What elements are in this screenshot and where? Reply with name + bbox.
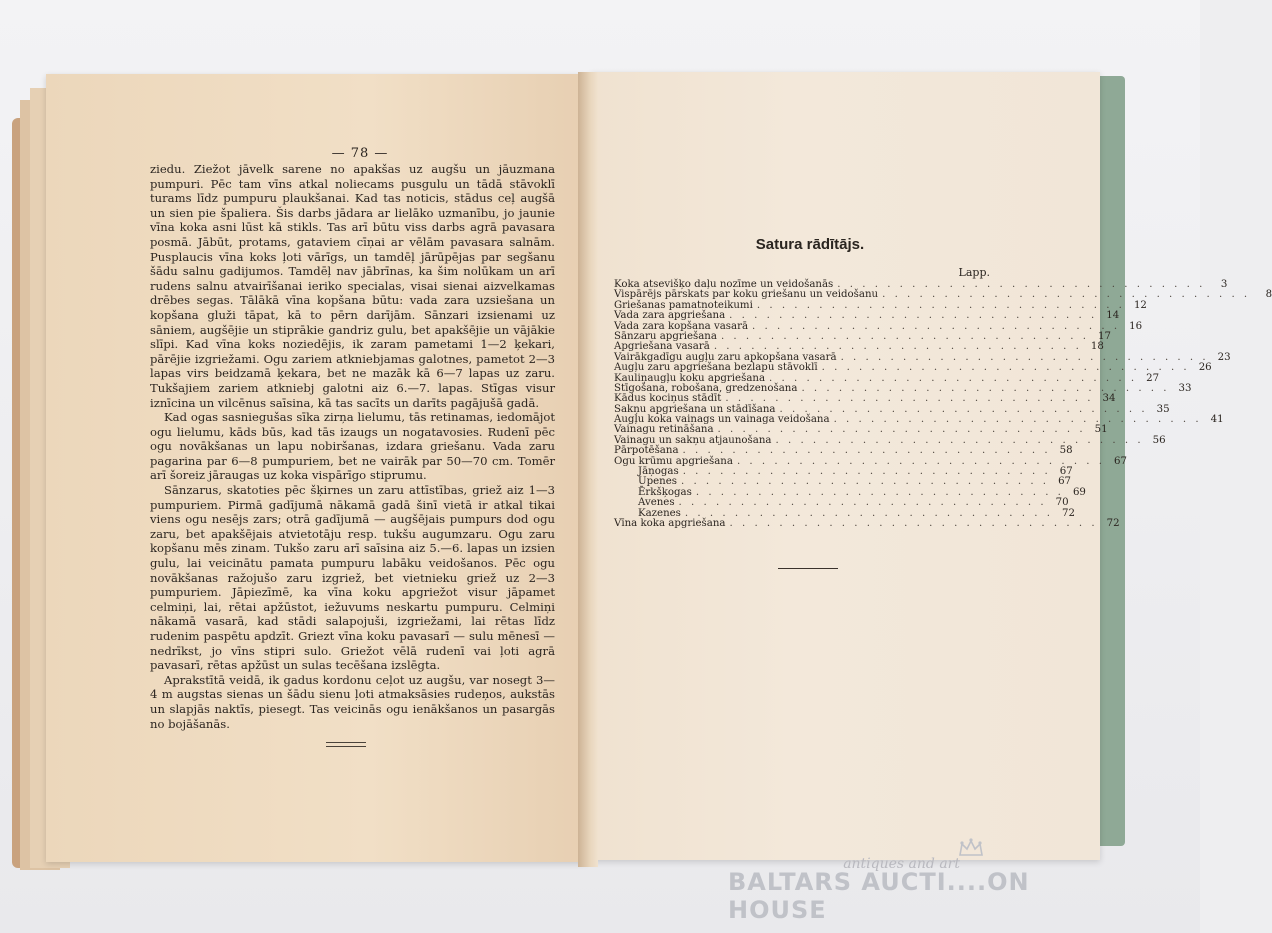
toc-entry-label: Kādus kociņus stādīt xyxy=(614,393,722,405)
toc-entry-page: 3 xyxy=(1220,278,1228,290)
toc-leader-dots: . . . . . . . . . . . . . . . . . . . . . . . . . . . . . . xyxy=(840,351,1209,363)
toc-leader-dots: . . . . . . . . . . . . . . . . . . . . . . . . . . . . . . xyxy=(713,341,1082,353)
toc-entry xyxy=(614,517,1120,529)
toc-entry-page: 41 xyxy=(1210,414,1224,426)
toc-leader-dots: . . . . . . . . . . . . . . . . . . . . . . . . . . . . . . xyxy=(775,434,1144,446)
toc-leader-dots: . . . . . . . . . . . . . . . . . . . . . . . . . . . . . . xyxy=(833,414,1202,426)
toc-entry-page: 34 xyxy=(1102,393,1116,405)
toc-entry-label: Koka atsevišķo daļu nozīme un veidošanās xyxy=(614,278,834,290)
toc-entry-label: Upenes xyxy=(638,476,677,488)
toc-entry xyxy=(614,362,1212,374)
paragraph: ziedu. Ziežot jāvelk sarene no apakšas uz augšu un jāuzmana pumpuri. Pēc tam vīns atkal noliecams pusgulu un tādā stāvoklī turams līdz pumpuru plaukšanai. Kad tas noticis, stādus ceļ augšā un sien pie špaliera. Šis darbs jādara ar lielāko uzmanību, jo jaunie vīna koka asni lūst kā stikls. Tas arī būtu viss darbs agrā pavasara posmā. Jābūt, protams, gataviem cīņai ar vēlām pavasara salnām. Pusplaucis vīna koks ļoti vārīgs, un tamdēļ jārūpējas par segšanu šādu salnu gadijumos. Tamdēļ nav jābrīnas, ka šim nolūkam un arī rudens salnu atvairīšanai ieriko specialas, visai sienai aizvelkamas drēbes segas. Tālākā vīna kopšana būtu: vada zara uzsiešana un kopšana gluži tāpat, kā to pērn darījām. Sānzari izsienami uz sāniem, augšējie un stiprākie gandriz gulu, bet apakšējie un vājākie slīpi. Kad vīna koks noziedējis, ik zaram pametami 1—2 ķekari, pārējie izgriežami. Ogu zariem atkniebjamas galotnes, pametot 2—3 lapas virs beidzamā ķekara, bet ne mazāk kā 6—7 lapas uz zaru. Tukšajiem zariem atkniebj galotni aiz 6.—7. lapas. Stīgas visur iznīcina un vilcēnus saīsina, kā tas sacīts un darīts pagājušā gadā. xyxy=(150,162,555,410)
toc-entry-label: Kazenes xyxy=(638,507,681,519)
toc-entry-page: 27 xyxy=(1146,372,1160,384)
toc-leader-dots: . . . . . . . . . . . . . . . . . . . . . . . . . . . . . . xyxy=(682,445,1051,457)
toc-entry-page: 35 xyxy=(1156,403,1170,415)
toc-entry-page: 67 xyxy=(1059,466,1073,478)
toc-entry-label: Avenes xyxy=(638,497,675,509)
toc-entry-page: 14 xyxy=(1106,310,1120,322)
toc-entry-label: Apgriešana vasarā xyxy=(614,341,710,353)
toc-entry-label: Stīgošana, robošana, gredzenošana xyxy=(614,382,798,394)
toc-entry-page: 18 xyxy=(1090,341,1104,353)
toc-entry-label: Vispārējs pārskats par koku griešanu un veidošanu xyxy=(614,289,879,301)
toc-entry-page: 26 xyxy=(1198,362,1212,374)
toc-page-column-header: Lapp. xyxy=(958,266,990,279)
crown-icon xyxy=(958,838,984,858)
toc-leader-dots: . . . . . . . . . . . . . . . . . . . . . . . . . . . . . . xyxy=(821,362,1190,374)
table-of-contents xyxy=(614,278,1272,529)
watermark-name: BALTARS AUCTI....ON HOUSE xyxy=(728,868,1030,924)
toc-entry-label: Pārpotēšana xyxy=(614,445,679,457)
toc-entry-label: Vada zara kopšana vasarā xyxy=(614,320,749,332)
toc-entry-label: Griešanas pamatnoteikumi xyxy=(614,299,753,311)
toc-leader-dots: . . . . . . . . . . . . . . . . . . . . . . . . . . . . . . xyxy=(717,424,1086,436)
toc-entry-page: 67 xyxy=(1058,476,1072,488)
toc-leader-dots: . . . . . . . . . . . . . . . . . . . . . . . . . . . . . . xyxy=(725,393,1094,405)
toc-entry xyxy=(614,310,1120,322)
toc-entry-page: 23 xyxy=(1217,351,1231,363)
toc-entry-page: 69 xyxy=(1072,486,1086,498)
toc-entry-page: 56 xyxy=(1152,434,1166,446)
toc-leader-dots: . . . . . . . . . . . . . . . . . . . . . . . . . . . . . . xyxy=(720,330,1089,342)
toc-entry-page: 33 xyxy=(1178,382,1192,394)
book-gutter xyxy=(578,72,598,867)
toc-entry-label: Ogu krūmu apgriešana xyxy=(614,455,733,467)
toc-entry-page: 17 xyxy=(1098,330,1111,342)
toc-entry-label: Augļu zaru apgriešana bezlapu stāvoklī xyxy=(614,362,818,374)
toc-entry-page: 12 xyxy=(1133,299,1147,311)
toc-leader-dots: . . . . . . . . . . . . . . . . . . . . . . . . . . . . . . xyxy=(769,372,1138,384)
toc-leader-dots: . . . . . . . . . . . . . . . . . . . . . . . . . . . . . . xyxy=(684,507,1053,519)
toc-entry-label: Ērkšķogas xyxy=(638,486,692,498)
toc-entry-label: Vīna koka apgriešana xyxy=(614,517,726,529)
body-text xyxy=(150,162,555,731)
toc-entry-page: 67 xyxy=(1114,455,1128,467)
toc-entry-label: Kauliņaugļu koku apgriešana xyxy=(614,372,766,384)
toc-entry-label: Vada zara apgriešana xyxy=(614,310,726,322)
toc-entry-page: 72 xyxy=(1106,517,1120,529)
toc-end-rule xyxy=(778,568,838,569)
toc-leader-dots: . . . . . . . . . . . . . . . . . . . . . . . . . . . . . . xyxy=(729,310,1098,322)
page-number: — 78 — xyxy=(331,146,389,161)
section-end-rule xyxy=(326,742,366,747)
toc-leader-dots: . . . . . . . . . . . . . . . . . . . . . . . . . . . . . . xyxy=(801,382,1170,394)
toc-title: Satura rādītājs. xyxy=(755,236,865,253)
toc-leader-dots: . . . . . . . . . . . . . . . . . . . . . . . . . . . . . . xyxy=(779,403,1148,415)
toc-entry-label: Vainagu un sakņu atjaunošana xyxy=(614,434,772,446)
toc-entry-label: Augļu koka vainags un vainaga veidošana xyxy=(614,414,830,426)
paragraph: Aprakstītā veidā, ik gadus kordonu ceļot uz augšu, var nosegt 3—4 m augstas sienas un šādu sienu ļoti atmaksāsies rudeņos, aukstās un slapjās naktīs, piesegt. Tas veicinās ogu ienākšanos un pasargās no bojāšanās. xyxy=(150,672,555,731)
toc-leader-dots: . . . . . . . . . . . . . . . . . . . . . . . . . . . . . . xyxy=(680,476,1050,488)
toc-entry-page: 8 xyxy=(1265,289,1272,301)
toc-entry-page: 70 xyxy=(1055,497,1069,509)
paragraph: Sānzarus, skatoties pēc šķirnes un zaru attīstības, griež aiz 1—3 pumpuriem. Pirmā gadījumā nākamā gadā šinī vietā ir atkal tikai viens ogu nesējs zars; otrā gadījumā — augšējais pumpurs dod ogu zaru, bet apakšējais atvietotāju resp. tukšu augumzaru. Ogu zaru kopšanu mēs zinam. Tukšo zaru arī saīsina aiz 5.—6. lapas un izsien gulu, lai veicinātu pamata pumpuru labāku veidošanos. Pēc ogu novākšanas ražojušo zaru izgriež, bet vietnieku griež uz 2—3 pumpuriem. Jāpiezīmē, ka vīna koku apgriežot visur jāpamet celmiņi, lai, rētai apžūstot, iežuvums neskartu pumpuru. Celmiņi nākamā vasarā, kad stādi salapojuši, izgriežami, lai rētas līdz rudenim paspētu apdzīt. Griezt vīna koku pavasarī — sulu mēnesī — nedrīkst, jo vīns stipri sulo. Griežot vēlā rudenī vai ļoti agrā pavasarī, rētas apžūst un sulas tecēšana izslēgta. xyxy=(150,483,555,673)
toc-leader-dots: . . . . . . . . . . . . . . . . . . . . . . . . . . . . . . xyxy=(736,455,1106,467)
paragraph: Kad ogas sasniegušas sīka zirņa lielumu, tās retinamas, iedomājot ogu lielumu, kāds būs, kad tās izaugs un nogatavosies. Rudenī pēc ogu novākšanas un lapu nobiršanas, izdara griešanu. Vada zaru pagarina par 6—8 pumpuriem, bet ne vairāk par 50—70 cm. Tomēr arī šoreiz jāraugas uz koka vispārīgo stiprumu. xyxy=(150,410,555,483)
toc-entry-page: 72 xyxy=(1062,507,1075,519)
watermark-tagline: antiques and art xyxy=(843,856,960,872)
toc-entry-page: 16 xyxy=(1129,320,1143,332)
toc-leader-dots: . . . . . . . . . . . . . . . . . . . . . . . . . . . . . . xyxy=(682,466,1051,478)
toc-entry-page: 58 xyxy=(1059,445,1073,457)
toc-entry-label: Sānzaru apgriešana xyxy=(614,330,717,342)
toc-entry-page: 51 xyxy=(1094,424,1108,436)
toc-leader-dots: . . . . . . . . . . . . . . . . . . . . . . . . . . . . . . xyxy=(752,320,1121,332)
toc-entry-label: Sakņu apgriešana un stādīšana xyxy=(614,403,776,415)
toc-leader-dots: . . . . . . . . . . . . . . . . . . . . . . . . . . . . . . xyxy=(837,278,1206,290)
toc-leader-dots: . . . . . . . . . . . . . . . . . . . . . . . . . . . . . . xyxy=(729,517,1098,529)
toc-entry-label: Jāņogas xyxy=(638,466,679,478)
toc-leader-dots: . . . . . . . . . . . . . . . . . . . . . . . . . . . . . . xyxy=(882,289,1251,301)
toc-leader-dots: . . . . . . . . . . . . . . . . . . . . . . . . . . . . . . xyxy=(678,497,1047,509)
toc-entry-label: Vainagu retināšana xyxy=(614,424,714,436)
toc-entry-label: Vairākgadīgu augļu zaru apkopšana vasarā xyxy=(614,351,837,363)
toc-leader-dots: . . . . . . . . . . . . . . . . . . . . . . . . . . . . . . xyxy=(756,299,1125,311)
toc-leader-dots: . . . . . . . . . . . . . . . . . . . . . . . . . . . . . . xyxy=(695,486,1064,498)
